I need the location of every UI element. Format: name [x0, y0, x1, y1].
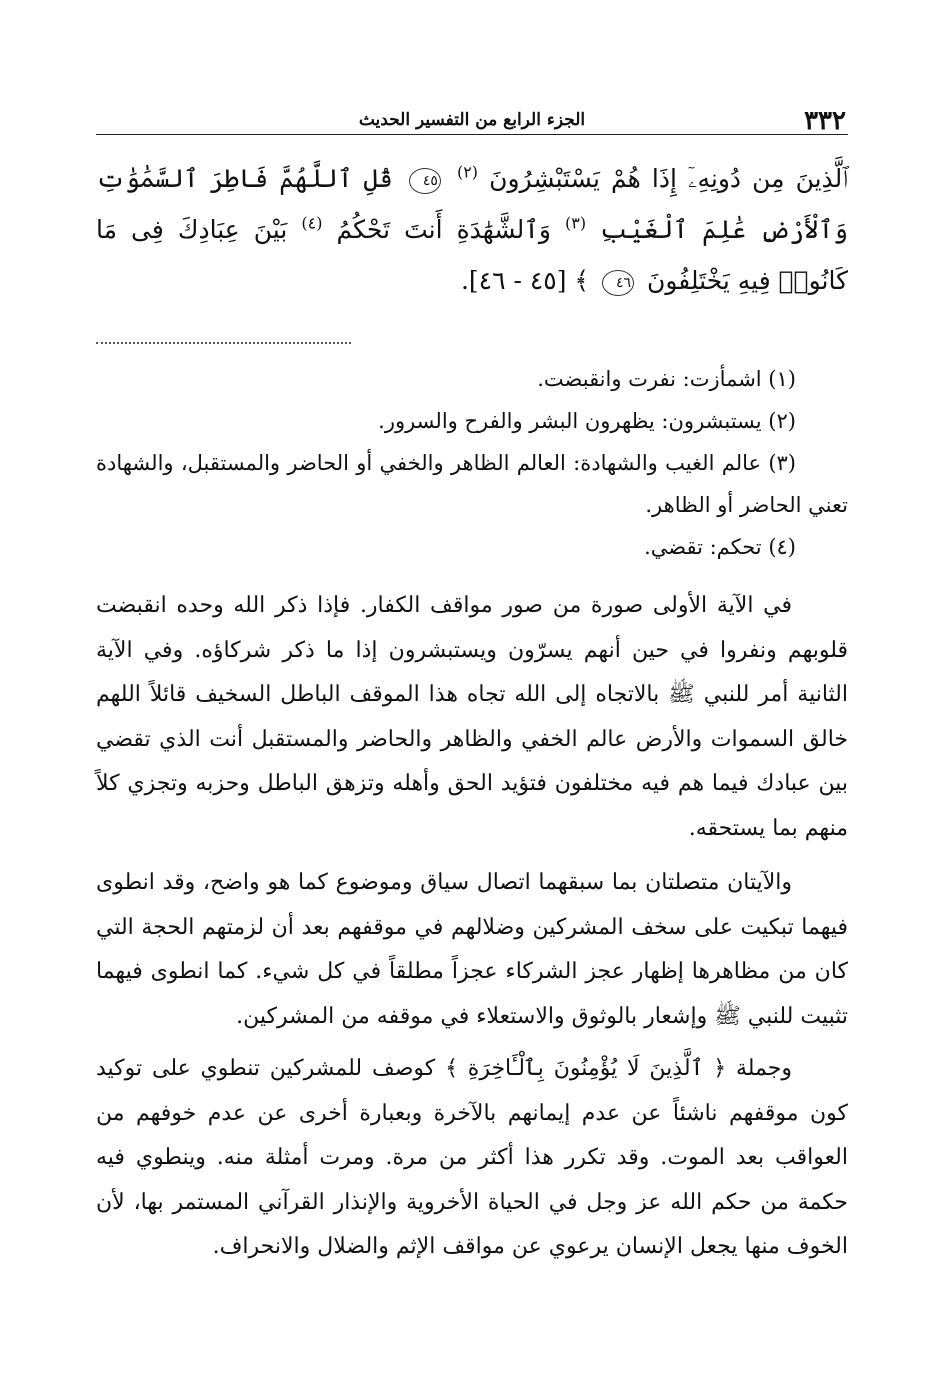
running-title: الجزء الرابع من التفسير الحديث — [358, 110, 586, 130]
page-number: ٣٣٢ — [804, 106, 846, 136]
footnote-ref: (٣) — [565, 213, 587, 233]
quran-verse-block — [96, 153, 848, 306]
commentary-paragraph: والآيتان متصلتان بما سبقهما اتصال سياق وموضوع كما هو واضح، وقد انطوى فيهما تبكيت على سخف المشركين وضلالهم في موقفهم بعد أن لزمتهم الحجة التي كان من مظاهرها إظهار عجز الشركاء عجزاً مطلقاً في كل شيء. كما انطوى فيهما تثبيت للنبي ﷺ وإشعار بالوثوق والاستعلاء في موقفه من المشركين. — [96, 870, 848, 1029]
footnote: (١) اشمأزت: نفرت وانقبضت. — [537, 367, 796, 391]
footnote: (٣) عالم الغيب والشهادة: العالم الظاهر والخفي أو الحاضر والمستقبل، والشهادة تعني الحاضر أو الظاهر. — [96, 451, 848, 517]
ayah-number-marker: ٤٦ — [602, 270, 634, 296]
footnote-separator — [96, 342, 351, 344]
footnote: (٢) يستبشرون: يظهرون البشر والفرح والسرور. — [378, 409, 796, 433]
footnote: (٤) تحكم: تقضي. — [644, 535, 796, 559]
running-header — [96, 100, 848, 135]
footnote-ref: (٤) — [301, 213, 323, 233]
footnote-ref: (٢) — [456, 162, 479, 182]
verse-text: ٱلَّذِينَ مِن دُونِهِۦٓ إِذَا هُمْ يَسْتَبْشِرُونَ — [489, 164, 849, 193]
footnotes — [96, 358, 848, 568]
verse-text: وَٱلشَّهَٰدَةِ أَنتَ تَحْكُمُ — [336, 215, 551, 244]
ayah-number-marker: ٤٥ — [409, 168, 441, 194]
verse-reference: ﴾ [٤٥ - ٤٦]. — [460, 266, 590, 295]
commentary-paragraph: وجملة ﴿ ٱلَّذِينَ لَا يُؤْمِنُونَ بِٱلْـَٔاخِرَةِ ﴾ كوصف للمشركين تنطوي على توكيد كون موقفهم ناشئاً عن عدم إيمانهم بالآخرة وبعبارة أخرى عن عدم خوفهم من العواقب بعد الموت. وقد تكرر هذا أكثر من مرة. ومرت أمثلة منه. وينطوي فيه حكمة من حكم الله عز وجل في الحياة الأخروية والإنذار القرآني المستمر بها، لأن الخوف منها يجعل الإنسان يرعوي عن مواقف الإثم والضلال والانحراف. — [96, 1056, 848, 1259]
book-page — [96, 100, 848, 1270]
commentary-paragraph: في الآية الأولى صورة من صور مواقف الكفار. فإذا ذكر الله وحده انقبضت قلوبهم ونفروا في حين أنهم يسرّون ويستبشرون إذا ما ذكر شركاؤه. وفي الآية الثانية أمر للنبي ﷺ بالاتجاه إلى الله تجاه هذا الموقف الباطل السخيف قائلاً اللهم خالق السموات والأرض عالم الخفي والظاهر والحاضر والمستقبل أنت الذي تقضي بين عبادك فيما هم فيه مختلفون فتؤيد الحق وأهله وتزهق الباطل وحزبه وتجزي كلاً منهم بما يستحقه. — [96, 593, 848, 841]
verse-text: قُلِ ٱللَّهُمَّ فَاطِرَ ٱلسَّمَٰوَٰتِ وَٱلْأَرْضِ عَٰلِمَ ٱلْغَيْبِ — [96, 164, 848, 244]
verse-text: بَيْنَ عِبَادِكَ فِى مَا كَانُوا۟ فِيهِ يَخْتَلِفُونَ — [96, 215, 848, 295]
